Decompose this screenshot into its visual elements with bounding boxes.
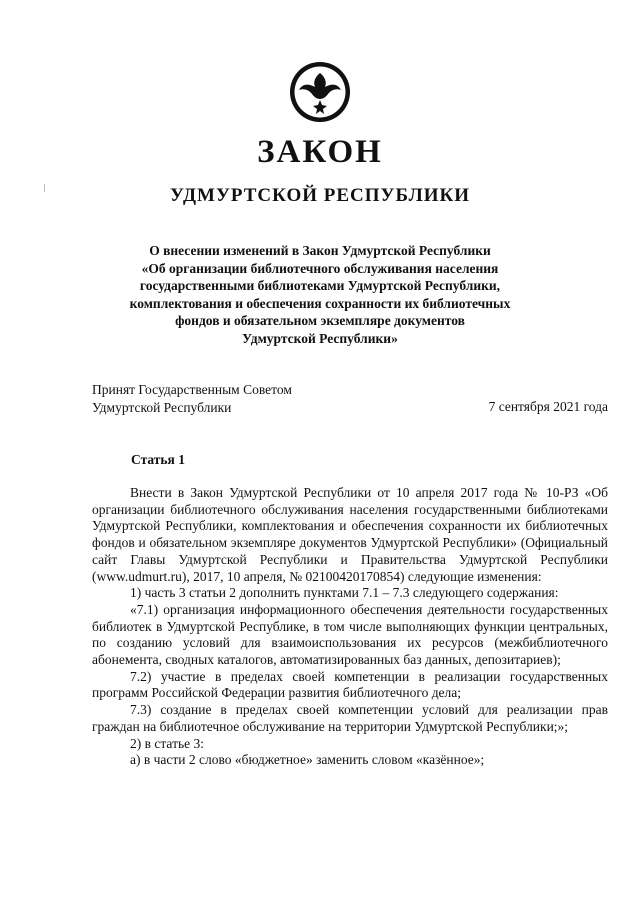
document-title: ЗАКОН	[257, 134, 383, 170]
paragraph: 7.2) участие в пределах своей компетенции в реализации государственных программ Российской Федерации развития библиотечного дела;	[92, 668, 608, 701]
paragraph: 7.3) создание в пределах своей компетенции условий для реализации прав граждан на библиотечное обслуживание на территории Удмуртской Республики;»;	[92, 702, 608, 734]
law-title-line: фондов и обязательном экземпляре документов	[175, 313, 465, 328]
adoption-line: Принят Государственным Советом	[92, 382, 292, 397]
adoption-body	[92, 381, 292, 416]
law-title	[100, 242, 540, 347]
law-title-line: О внесении изменений в Закон Удмуртской Республики	[149, 243, 491, 258]
paragraph: Внести в Закон Удмуртской Республики от 10 апреля 2017 года № 10-РЗ «Об организации библиотечного обслуживания населения государственными библиотеками Удмуртской Республики, комплектования и обеспечения сохранности их библиотечных фондов и обязательном экземпляре документов Удмуртской Республики» (Официальный сайт Главы Удмуртской Республики и Правительства Удмуртской Республики (www.udmurt.ru), 2017, 10 апреля, № 02100420170854) следующие изменения:	[92, 485, 608, 584]
paragraph: 1) часть 3 статьи 2 дополнить пунктами 7.1 – 7.3 следующего содержания:	[130, 585, 559, 601]
paragraph: а) в части 2 слово «бюджетное» заменить словом «казённое»;	[130, 752, 485, 768]
document-subtitle: УДМУРТСКОЙ РЕСПУБЛИКИ	[169, 185, 471, 206]
law-title-line: государственными библиотеками Удмуртской Республики,	[139, 278, 501, 293]
adoption-date: 7 сентября 2021 года	[488, 399, 608, 414]
adoption-line: Удмуртской Республики	[92, 399, 232, 415]
udmurt-emblem-icon	[288, 60, 352, 124]
law-title-line: комплектования и обеспечения сохранности их библиотечных	[129, 295, 511, 311]
paragraph: 2) в статье 3:	[130, 735, 204, 751]
law-title-line: «Об организации библиотечного обслуживания населения	[141, 260, 499, 276]
article-heading: Статья 1	[131, 452, 185, 467]
law-title-line: Удмуртской Республики»	[242, 330, 398, 346]
article-body	[92, 485, 608, 769]
paragraph: «7.1) организация информационного обеспечения деятельности государственных библиотек в Удмуртской Республике, в том числе выполняющих функции центральных, по созданию условий для взаимоиспользования их ресурсов (межбиблиотечного абонемента, сводных каталогов, автоматизированных баз данных, депозитариев);	[92, 601, 608, 668]
